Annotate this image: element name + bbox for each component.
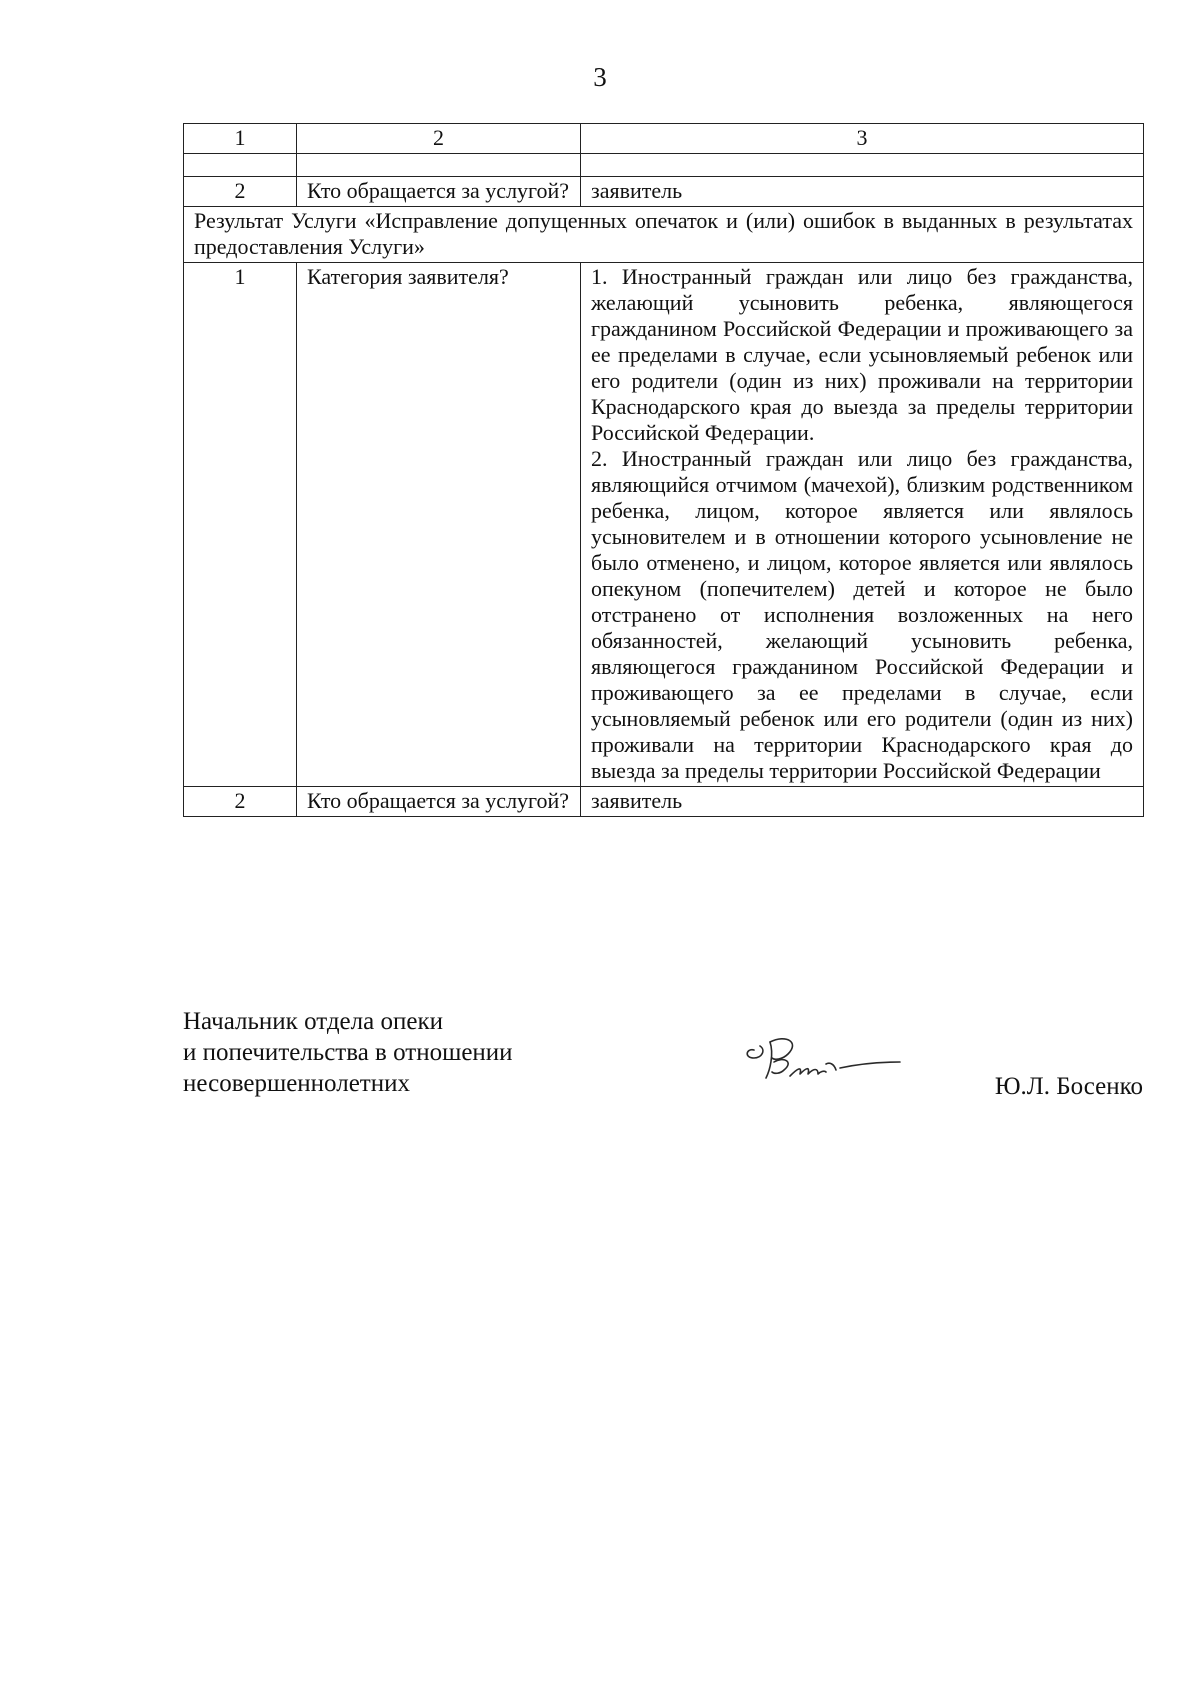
answer-paragraph-2: 2. Иностранный граждан или лицо без гражданства, являющийся отчимом (мачехой), близким родственником ребенка, лицом, которое является или являлось усыновителем и в отношении которого усыновление не было отменено, и лицом, которое является или являлось опекуном (попечителем) детей и которое не было отстранено от исполнения возложенных на него обязанностей, желающий усыновить ребенка, являющегося гражданином Российской Федерации и проживающего за ее пределами в случае, если усыновляемый ребенок или его родители (один из них) проживали на территории Краснодарского края до выезда за пределы территории Российской Федерации	[591, 446, 1133, 783]
header-cell-1: 1	[184, 124, 297, 154]
table-row	[184, 177, 1144, 207]
row-answer	[581, 263, 1144, 787]
handwritten-signature	[740, 1028, 910, 1098]
answer-paragraph-1: 1. Иностранный граждан или лицо без гражданства, желающий усыновить ребенка, являющегося гражданином Российской Федерации и проживающего за ее пределами в случае, если усыновляемый ребенок или его родители (один из них) проживали на территории Краснодарского края до выезда за пределы территории Российской Федерации.	[591, 264, 1133, 445]
empty-cell	[297, 154, 581, 177]
section-title: Результат Услуги «Исправление допущенных опечаток и (или) ошибок в выданных в результатах предоставления Услуги»	[184, 207, 1144, 263]
table-row	[184, 263, 1144, 787]
row-question: Кто обращается за услугой?	[297, 787, 581, 817]
row-question: Кто обращается за услугой?	[297, 177, 581, 207]
row-number: 2	[184, 787, 297, 817]
row-question: Категория заявителя?	[297, 263, 581, 787]
page-number: 3	[593, 62, 607, 92]
row-number: 2	[184, 177, 297, 207]
table-row	[184, 787, 1144, 817]
table-header-row	[184, 124, 1144, 154]
signer-position-line: несовершеннолетних	[183, 1070, 410, 1097]
signer-position-line: Начальник отдела опеки	[183, 1008, 443, 1035]
row-number: 1	[184, 263, 297, 787]
empty-row	[184, 154, 1144, 177]
row-answer: заявитель	[581, 787, 1144, 817]
signer-name: Ю.Л. Босенко	[994, 1073, 1143, 1100]
service-table	[183, 123, 1144, 817]
signer-position	[183, 1006, 513, 1099]
empty-cell	[581, 154, 1144, 177]
header-cell-3: 3	[581, 124, 1144, 154]
section-title-row	[184, 207, 1144, 263]
empty-cell	[184, 154, 297, 177]
header-cell-2: 2	[297, 124, 581, 154]
signer-position-line: и попечительства в отношении	[183, 1039, 513, 1066]
row-answer: заявитель	[581, 177, 1144, 207]
